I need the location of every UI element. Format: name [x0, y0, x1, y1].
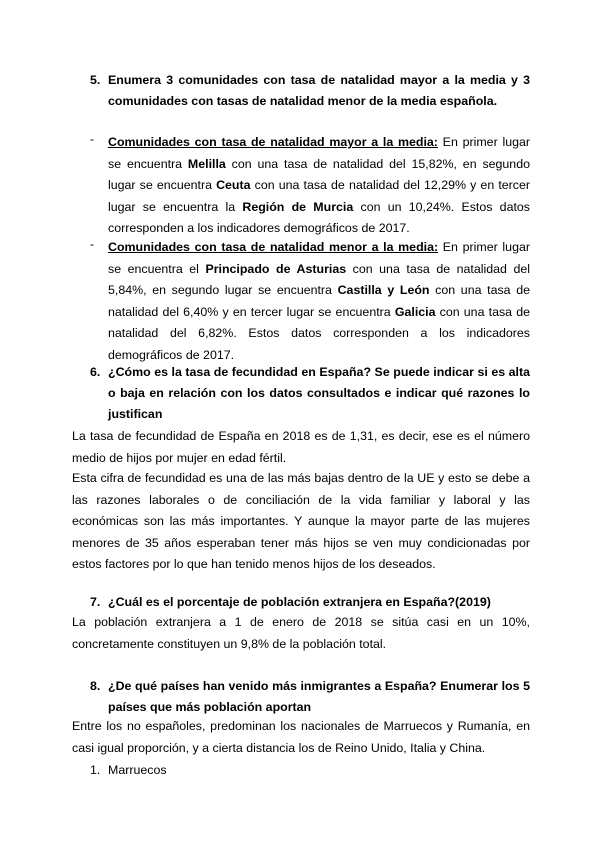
question-8: [90, 676, 530, 720]
question-text: ¿Cuál es el porcentaje de población extranjera en España?(2019): [108, 595, 491, 609]
community-name: Región de Murcia: [242, 199, 354, 214]
community-name: Ceuta: [216, 178, 251, 192]
list-item-number: 1.: [90, 763, 101, 777]
answer-7-paragraph: La población extranjera a 1 de enero de 2018 se sitúa casi en un 10%, concretamente constituyen un 9,8% de la población total.: [72, 615, 530, 651]
bullet-higher-birth-rate: [90, 132, 530, 240]
bullet-dash: -: [90, 132, 95, 146]
question-text: Enumera 3 comunidades con tasa de natalidad mayor a la media y 3 comunidades con tasas de natalidad menor de la media española.: [108, 73, 530, 108]
answer-6-paragraph-1: La tasa de fecundidad de España en 2018 es de 1,31, es decir, ese es el número medio de hijos por mujer en edad fértil.: [72, 429, 530, 465]
community-name: Galicia: [394, 304, 436, 319]
bullet-heading: Comunidades con tasa de natalidad menor a la media:: [108, 240, 439, 254]
question-number: 5.: [90, 73, 101, 87]
community-name: Principado de Asturias: [205, 261, 347, 276]
question-text: ¿Cómo es la tasa de fecundidad en España? Se puede indicar si es alta o baja en relación con los datos consultados e indicar qué razones lo justifican: [108, 365, 530, 421]
bullet-text: Comunidades con tasa de natalidad menor a la media: En primer lugar se encuentra el Principado de Asturias con una tasa de natalidad del 5,84%, en segundo lugar se encuentra Castilla y León con una tasa de natalidad del 6,40% y en tercer lugar se encuentra Galicia con una tasa de natalidad del 6,82%. Estos datos corresponden a los indicadores demográficos de 2017.: [108, 240, 530, 362]
bullet-dash: -: [90, 237, 95, 251]
question-number: 7.: [90, 595, 101, 609]
list-item-label: Marruecos: [108, 763, 167, 777]
answer-8-paragraph: Entre los no españoles, predominan los nacionales de Marruecos y Rumanía, en casi igual proporción, y a cierta distancia los de Reino Unido, Italia y China.: [72, 719, 530, 755]
question-number: 6.: [90, 365, 101, 379]
question-7: [90, 592, 530, 614]
answer-6-paragraph-2: Esta cifra de fecundidad es una de las más bajas dentro de la UE y esto se debe a las razones laborales o de conciliación de la vida familiar y laboral y las económicas son las más importantes. Y aunque la mayor parte de las mujeres menores de 35 años esperaban tener más hijos se ven muy condicionadas por estos factores por lo que han tenido menos hijos de los deseados.: [72, 471, 530, 571]
bullet-lower-birth-rate: [90, 237, 530, 362]
question-number: 8.: [90, 679, 101, 693]
list-item: [90, 760, 290, 781]
question-text: ¿De qué países han venido más inmigrantes a España? Enumerar los 5 países que más población aportan: [108, 679, 530, 714]
community-name: Castilla y León: [337, 283, 430, 297]
community-name: Melilla: [187, 156, 226, 171]
bullet-text: Comunidades con tasa de natalidad mayor a la media: En primer lugar se encuentra Melilla con una tasa de natalidad del 15,82%, en segundo lugar se encuentra Ceuta con una tasa de natalidad del 12,29% y en tercer lugar se encuentra la Región de Murcia con un 10,24%. Estos datos corresponden a los indicadores demográficos de 2017.: [108, 135, 530, 235]
bullet-heading: Comunidades con tasa de natalidad mayor a la media:: [108, 135, 438, 149]
question-5: [90, 70, 530, 114]
question-6: [90, 362, 530, 426]
